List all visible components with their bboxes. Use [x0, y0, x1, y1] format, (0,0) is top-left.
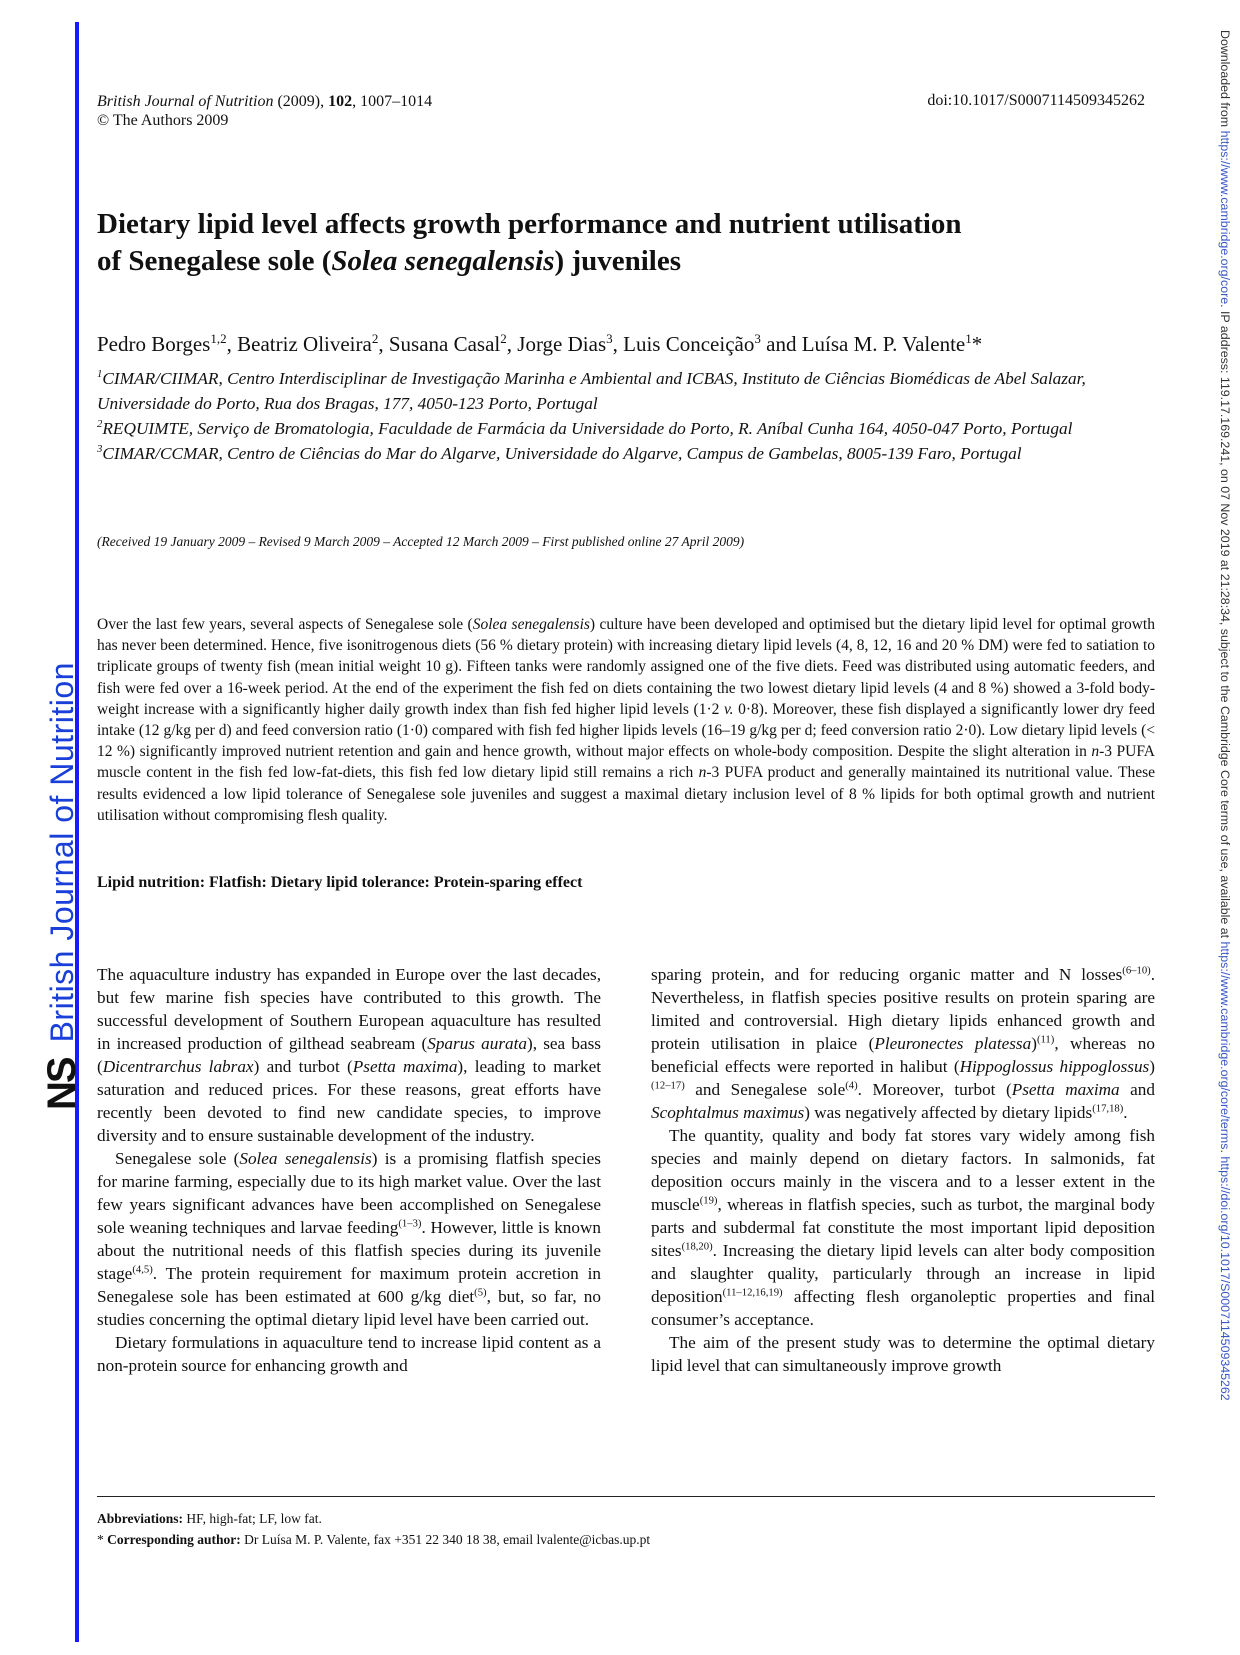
title-line-2-post: ) juveniles: [554, 245, 681, 277]
body-column-right: [651, 963, 1155, 1377]
author-aff: 3: [754, 331, 761, 346]
year: (2009),: [273, 93, 329, 110]
author-aff: 1: [965, 331, 972, 346]
citation-ref[interactable]: (18,20): [681, 1241, 713, 1253]
paragraph: Senegalese sole (Solea senegalensis) is a promising flatfish species for marine farming, especially due to its high market value. Over the last few years significant advances have been accomplished on Senegalese sole weaning techniques and larvae feeding$^{(1-3)}$. However, little is known about the nutritional needs of this flatfish species during its juvenile stage$^{(4,5)}$. The protein requirement for maximum protein accretion in Senegalese sole has been estimated at 600 g/kg diet$^{(5)}$, but, so far, no studies concerning the optimal dietary lipid level have been carried out.: [97, 1149, 601, 1329]
affiliation: [97, 416, 1157, 441]
affiliation-text: CIMAR/CCMAR, Centro de Ciências do Mar do Algarve, Universidade do Algarve, Campus de Gambelas, 8005-139 Faro, Portugal: [102, 444, 1022, 463]
author-sep: ,: [612, 332, 624, 356]
abbreviations-note: Abbreviations: HF, high-fat; LF, low fat.: [97, 1511, 322, 1526]
footnote-divider: [97, 1496, 1155, 1497]
received-dates: (Received 19 January 2009 – Revised 9 March 2009 – Accepted 12 March 2009 – First published online 27 April 2009): [97, 534, 745, 549]
author-aff: 2: [500, 331, 507, 346]
doi-header: doi:10.1017/S0007114509345262: [927, 92, 1145, 109]
title-species: Solea senegalensis: [331, 245, 555, 277]
author: [517, 332, 623, 356]
author-name: Luis Conceição: [623, 332, 755, 356]
author-sep: and: [760, 332, 802, 356]
citation-ref[interactable]: (4,5): [132, 1264, 153, 1276]
citation-header: [97, 92, 432, 130]
author-name: Jorge Dias: [517, 332, 607, 356]
affiliation-text: REQUIMTE, Serviço de Bromatologia, Faculdade de Farmácia da Universidade do Porto, R. Aníbal Cunha 164, 4050-047 Porto, Portugal: [102, 419, 1073, 438]
doi-link-side[interactable]: https://doi.org/10.1017/S0007114509345262: [1218, 1156, 1232, 1401]
author: [389, 332, 517, 356]
pages: , 1007–1014: [352, 93, 433, 110]
download-note-prefix: Downloaded from: [1218, 30, 1232, 131]
citation-ref[interactable]: (6–10): [1122, 965, 1151, 977]
title-line-1: Dietary lipid level affects growth performance and nutrient utilisation: [97, 208, 962, 240]
article-title: [97, 206, 1117, 280]
paragraph: The aim of the present study was to determine the optimal dietary lipid level that can simultaneously improve growth: [651, 1333, 1155, 1375]
author-aff: 2: [371, 331, 379, 346]
journal-title-italic: British Journal of Nutrition: [97, 93, 274, 110]
citation-ref[interactable]: (4): [845, 1080, 858, 1092]
paragraph: The quantity, quality and body fat stores vary widely among fish species and mainly depend on dietary factors. In salmonids, fat deposition occurs mainly in the viscera and to a lesser extent in the muscle$^{(19)}$, whereas in flatfish species, such as turbot, the marginal body parts and subdermal fat constitute the most important lipid deposition sites$^{(18,20)}$. Increasing the dietary lipid levels can alter body composition and slaughter quality, particularly through an increase in lipid deposition$^{(11-12,16,19)}$ affecting flesh organoleptic properties and final consumer’s acceptance.: [651, 1126, 1155, 1329]
author-sep: ,: [506, 332, 518, 356]
affiliation-num: 3: [97, 443, 103, 456]
cambridge-core-link[interactable]: https://www.cambridge.org/core: [1218, 130, 1232, 305]
paragraph: sparing protein, and for reducing organic matter and N losses$^{(6-10)}$. Nevertheless, in flatfish species positive results on protein sparing are limited and controversial. High dietary lipids enhanced growth and protein utilisation in plaice (Pleuronectes platessa)$^{(11)}$, whereas no beneficial effects were reported in halibut (Hippoglossus hippoglossus)$^{(12-17)}$ and Senegalese sole$^{(4)}$. Moreover, turbot (Psetta maxima and Scophtalmus maximus) was negatively affected by dietary lipids$^{(17,18)}$.: [651, 965, 1155, 1122]
title-line-2: [97, 243, 1117, 280]
affiliation-num: 2: [97, 418, 103, 431]
author-list: [97, 332, 982, 357]
download-note-middle: . IP address: 119.17.169.241, on 07 Nov 2019 at 21:28:34, subject to the Cambridge Core terms of use, available at: [1218, 304, 1232, 942]
citation-ref[interactable]: (1–3): [398, 1218, 422, 1230]
abstract: Over the last few years, several aspects of Senegalese sole (Solea senegalensis) culture have been developed and optimised but the dietary lipid level for optimal growth has never been determined. Hence, five isonitrogenous diets (56 % dietary protein) with increasing dietary lipid levels (4, 8, 12, 16 and 20 % DM) were fed to satiation to triplicate groups of twenty fish (mean initial weight 10 g). Fifteen tanks were randomly assigned one of the five diets. Feed was distributed using automatic feeders, and fish were fed over a 16-week period. At the end of the experiment the fish fed on diets containing the two lowest dietary lipid levels (4 and 8 %) showed a 3-fold body-weight increase with a significantly higher daily growth index than fish fed higher lipid levels (1·2 v. 0·8). Moreover, these fish displayed a significantly lower dry feed intake (12 g/kg per d) and feed conversion ratio (1·0) compared with fish fed higher lipids levels (16–19 g/kg per d; feed conversion ratio 2·0). Low dietary lipid levels (< 12 %) significantly improved nutrient retention and gain and hence growth, without major effects on whole-body composition. Despite the slight alteration in n-3 PUFA muscle content in the fish fed low-fat-diets, this fish fed low dietary lipid still remains a rich n-3 PUFA product and generally maintained its nutritional value. These results evidenced a low lipid tolerance of Senegalese sole juveniles and suggest a maximal dietary inclusion level of 8 % lipids for both optimal growth and nutrient utilisation without compromising flesh quality.: [97, 616, 1155, 824]
download-note-sep: .: [1218, 1149, 1232, 1157]
ns-logo: NS: [40, 1058, 84, 1110]
author: [802, 332, 983, 356]
citation-ref[interactable]: (19): [699, 1195, 718, 1207]
author-name: Luísa M. P. Valente: [801, 332, 966, 356]
author-sep: *: [971, 332, 983, 356]
affiliation-num: 1: [97, 368, 103, 381]
author-sep: ,: [226, 332, 238, 356]
author-name: Susana Casal: [388, 332, 501, 356]
affiliation: [97, 441, 1157, 466]
affiliations: [97, 366, 1157, 466]
author: [623, 332, 802, 356]
paragraph: Dietary formulations in aquaculture tend to increase lipid content as a non-protein source for enhancing growth and: [97, 1333, 601, 1375]
author: [97, 332, 237, 356]
author-aff: 1,2: [210, 331, 227, 346]
author-sep: ,: [378, 332, 389, 356]
citation-ref[interactable]: (11): [1036, 1034, 1055, 1046]
author-name: Beatriz Oliveira: [237, 332, 372, 356]
journal-name-vertical: British Journal of Nutrition: [44, 662, 80, 1043]
title-line-2-pre: of Senegalese sole (: [97, 245, 332, 277]
author-name: Pedro Borges: [97, 332, 211, 356]
author: [237, 332, 389, 356]
citation-ref[interactable]: (5): [474, 1287, 487, 1299]
corresponding-author-note: * Corresponding author: Dr Luísa M. P. Valente, fax +351 22 340 18 38, email lvalente@icbas.up.pt: [97, 1532, 651, 1547]
affiliation: [97, 366, 1157, 416]
keywords: Lipid nutrition: Flatfish: Dietary lipid tolerance: Protein-sparing effect: [97, 874, 583, 891]
terms-link[interactable]: https://www.cambridge.org/core/terms: [1218, 941, 1232, 1150]
citation-ref[interactable]: (17,18): [1092, 1103, 1124, 1115]
paragraph: The aquaculture industry has expanded in Europe over the last decades, but few marine fish species have contributed to this growth. The successful development of Southern European aquaculture has resulted in increased production of gilthead seabream (Sparus aurata), sea bass (Dicentrarchus labrax) and turbot (Psetta maxima), leading to market saturation and reduced prices. For these reasons, great efforts have recently been devoted to find new candidate species, to improve diversity and to ensure sustainable development of the industry.: [97, 965, 601, 1145]
footnotes: [97, 1508, 650, 1550]
affiliation-text: CIMAR/CIIMAR, Centro Interdisciplinar de Investigação Marinha e Ambiental and ICBAS, Instituto de Ciências Biomédicas de Abel Salazar, Universidade do Porto, Rua dos Bragas, 177, 4050-123 Porto, Portugal: [97, 369, 1086, 413]
body-column-left: [97, 963, 601, 1377]
volume: 102: [328, 93, 353, 110]
copyright: © The Authors 2009: [97, 112, 229, 129]
citation-ref[interactable]: (11–12,16,19): [722, 1287, 783, 1299]
citation-ref[interactable]: (12–17): [651, 1080, 685, 1092]
author-aff: 3: [606, 331, 613, 346]
